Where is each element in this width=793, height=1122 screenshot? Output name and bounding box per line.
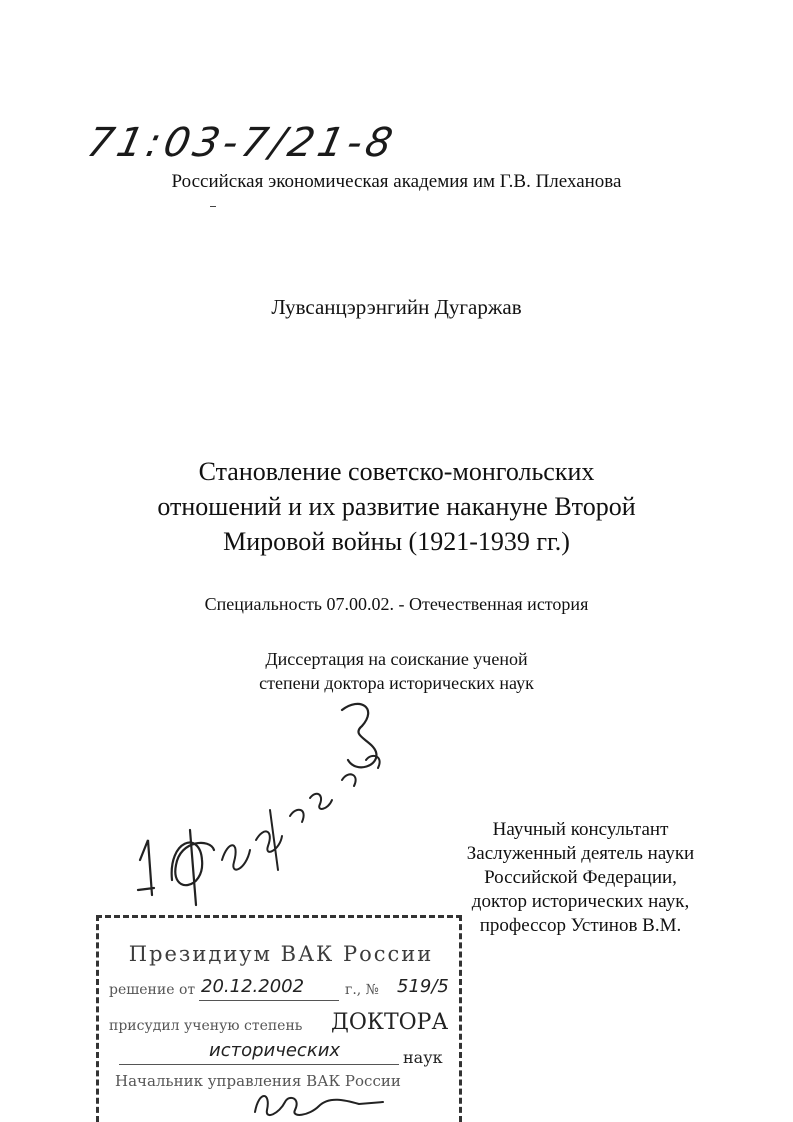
consultant-line-2: Заслуженный деятель науки [466, 843, 695, 864]
degree-line-2: степени доктора исторических наук [259, 673, 534, 693]
degree-statement [0, 647, 793, 695]
stamp-year-number-label: г., № [345, 982, 379, 998]
title-line-1: Становление советско-монгольских [198, 457, 595, 486]
stamp-field-line [119, 1064, 399, 1065]
scientific-consultant [438, 818, 723, 938]
dissertation-title [0, 454, 793, 559]
degree-line-1: Диссертация на соискание ученой [265, 649, 528, 669]
stamp-field-suffix: наук [403, 1048, 443, 1067]
stamp-decision-number: 519/5 [397, 976, 449, 997]
stamp-decision-date: 20.12.2002 [201, 976, 305, 997]
title-line-2: отношений и их развитие накануне Второй [157, 492, 636, 521]
organization-name: Российская экономическая академия им Г.В. Плеханова [171, 171, 622, 192]
consultant-line-4: доктор исторических наук, [471, 891, 690, 912]
stamp-date-line [199, 1000, 339, 1001]
consultant-line-3: Российской Федерации, [484, 867, 677, 888]
stamp-decision-label: решение от [109, 982, 196, 998]
stamp-head-line: Начальник управления ВАК России [115, 1072, 401, 1090]
stamp-awarded-label: присудил ученую степень [109, 1018, 303, 1034]
author-signature [110, 690, 410, 930]
title-line-3: Мировой войны (1921-1939 гг.) [223, 527, 570, 556]
specialty: Специальность 07.00.02. - Отечественная история [204, 594, 589, 614]
stamp-title: Президиум ВАК России [128, 942, 434, 966]
stamp-signature [249, 1084, 389, 1122]
handwritten-registration-code: 71:03-7/21-8 [83, 120, 401, 166]
consultant-line-5: профессор Устинов В.М. [479, 915, 682, 936]
vak-stamp [96, 915, 462, 1122]
author-name: Лувсанцэрэнгийн Дугаржав [271, 295, 522, 319]
stamp-field-handwritten: исторических [209, 1040, 341, 1061]
stamp-degree: ДОКТОРА [331, 1010, 449, 1035]
consultant-line-1: Научный консультант [492, 819, 669, 840]
scan-mark [210, 206, 216, 207]
